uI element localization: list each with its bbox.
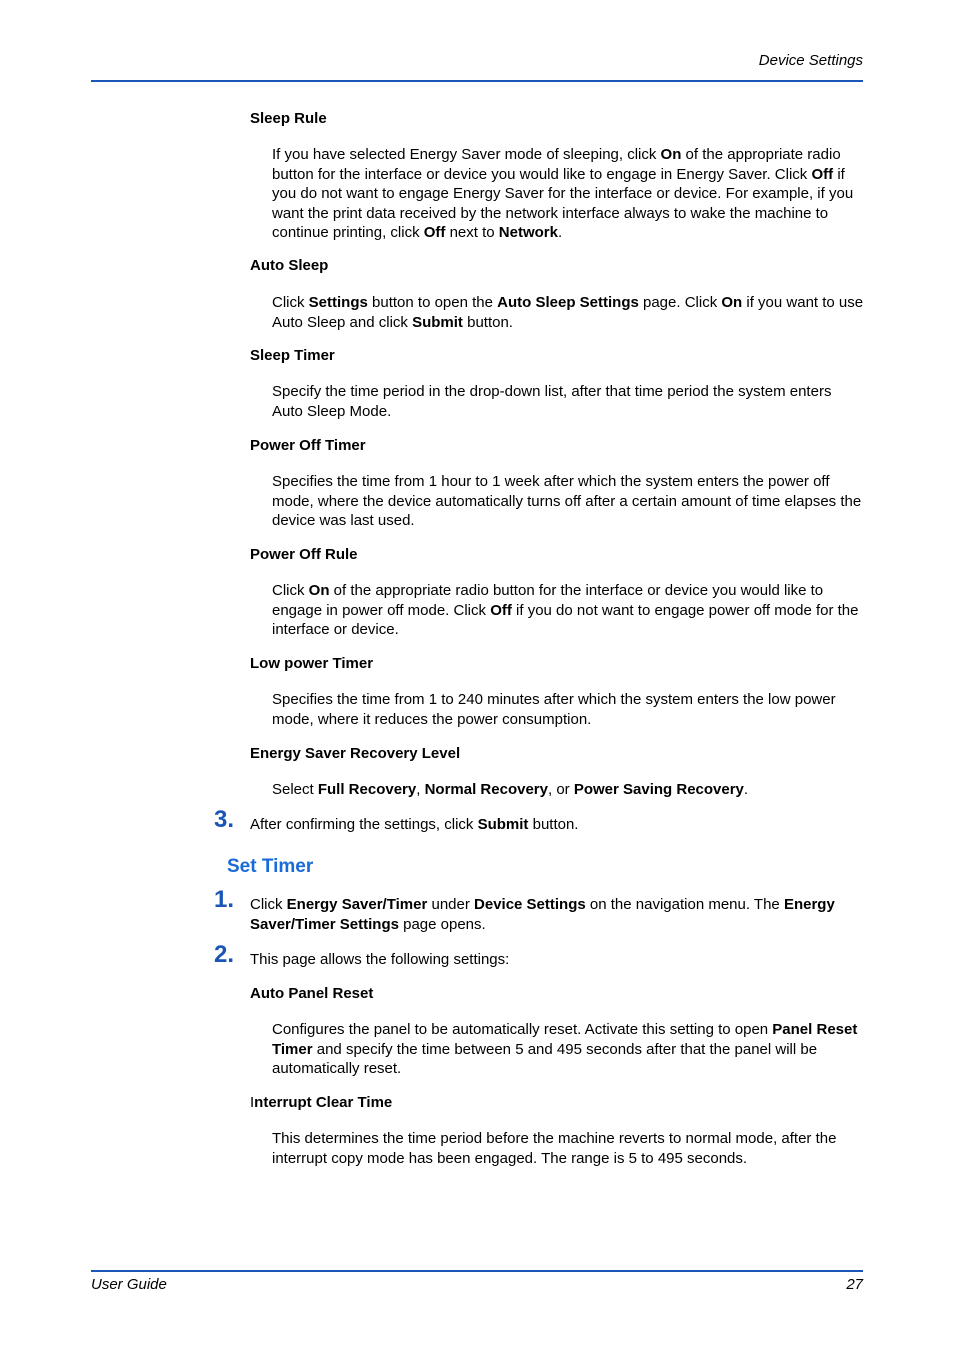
low-power-timer-heading: Low power Timer — [250, 655, 374, 672]
power-off-rule-text: Click On of the appropriate radio button for the interface or device you would like to engage in power off mode. Click Off if you do not want to engage power off mode for the interface or device. — [272, 582, 859, 638]
set-timer-step-2-text: This page allows the following settings: — [250, 951, 510, 968]
step-number: 1. — [214, 886, 235, 913]
auto-panel-reset-heading: Auto Panel Reset — [250, 985, 374, 1002]
power-off-timer-heading: Power Off Timer — [250, 437, 366, 454]
footer-rule — [91, 1270, 863, 1272]
auto-sleep-heading: Auto Sleep — [250, 257, 329, 274]
interrupt-clear-time-text: This determines the time period before the machine reverts to normal mode, after the interrupt copy mode has been engaged. The range is 5 to 495 seconds. — [272, 1130, 837, 1167]
sleep-rule-heading: Sleep Rule — [250, 110, 327, 127]
interrupt-clear-time-heading: Interrupt Clear Time — [250, 1094, 393, 1111]
step-number: 3. — [214, 806, 235, 833]
sleep-timer-text: Specify the time period in the drop-down list, after that time period the system enters Auto Sleep Mode. — [272, 383, 832, 420]
sleep-timer-heading: Sleep Timer — [250, 347, 335, 364]
auto-panel-reset-text: Configures the panel to be automatically reset. Activate this setting to open Panel Reset Timer and specify the time between 5 and 495 seconds after that the panel will be automatically reset. — [272, 1021, 858, 1077]
page-number: 27 — [846, 1276, 863, 1293]
power-off-rule-heading: Power Off Rule — [250, 546, 358, 563]
header-rule — [91, 80, 863, 82]
recovery-level-text: Select Full Recovery, Normal Recovery, or Power Saving Recovery. — [272, 781, 749, 798]
auto-sleep-text: Click Settings button to open the Auto Sleep Settings page. Click On if you want to use Auto Sleep and click Submit button. — [272, 294, 864, 331]
low-power-timer-text: Specifies the time from 1 to 240 minutes after which the system enters the low power mode, where it reduces the power consumption. — [272, 691, 836, 728]
sleep-rule-text: If you have selected Energy Saver mode of sleeping, click On of the appropriate radio button for the interface or device you would like to engage in Energy Saver. Click Off if you do not want to engage Energy Saver for the interface or device. For example, if you want the print data received by the network interface always to wake the machine to continue printing, click Off next to Network. — [272, 146, 854, 241]
step-number: 2. — [214, 941, 235, 968]
recovery-level-heading: Energy Saver Recovery Level — [250, 745, 461, 762]
step-3-text: After confirming the settings, click Submit button. — [250, 816, 579, 833]
section-title: Set Timer — [227, 856, 314, 877]
power-off-timer-text: Specifies the time from 1 hour to 1 week after which the system enters the power off mode, where the device automatically turns off after a certain amount of time elapses the device was last used. — [272, 473, 862, 529]
set-timer-step-1-text: Click Energy Saver/Timer under Device Settings on the navigation menu. The Energy Saver/Timer Settings page opens. — [250, 896, 835, 933]
footer-title: User Guide — [91, 1276, 167, 1293]
running-header: Device Settings — [758, 52, 863, 69]
